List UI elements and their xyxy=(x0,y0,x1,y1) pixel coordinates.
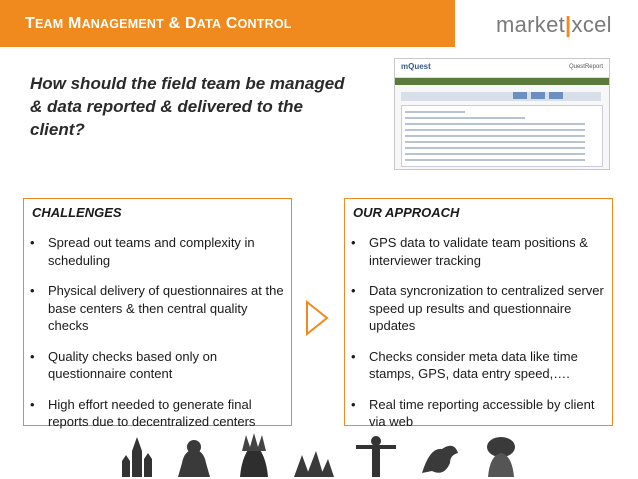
thumb-row xyxy=(405,153,585,155)
challenge-item: • Spread out teams and complexity in scheduling xyxy=(30,235,255,268)
key-question: How should the field team be managed & data reported & delivered to the client? xyxy=(30,74,345,139)
thumb-button xyxy=(549,92,563,99)
approach-list xyxy=(349,234,607,444)
title-word-1: TEAM xyxy=(25,15,64,32)
approach-item: • Real time reporting accessible by client via web xyxy=(351,396,595,429)
challenges-box xyxy=(23,198,292,429)
thumb-button xyxy=(531,92,545,99)
thumb-button xyxy=(513,92,527,99)
approach-box xyxy=(344,198,613,429)
title-word-4: DATA xyxy=(185,15,222,32)
challenges-list xyxy=(28,234,286,444)
company-logo: market|xcel xyxy=(496,12,612,37)
opera-house-icon xyxy=(294,447,334,477)
software-screenshot-thumbnail xyxy=(394,58,610,170)
thumb-brand: mQuest xyxy=(401,62,431,71)
approach-item: • Data syncronization to centralized server speed up results and questionnaire updates xyxy=(351,283,604,333)
landmark-illustrations xyxy=(118,432,538,477)
header-bar xyxy=(0,0,455,47)
approach-heading: OUR APPROACH xyxy=(353,205,460,220)
challenge-item: • High effort needed to generate final reports due to decentralized centers xyxy=(30,396,256,429)
thumb-row xyxy=(405,141,585,143)
thumb-row xyxy=(405,117,525,119)
thumb-toolbar xyxy=(401,92,601,101)
cathedral-icon xyxy=(118,433,156,477)
title-word-5: CONTROL xyxy=(225,15,292,32)
thumb-row xyxy=(405,123,585,125)
thumb-row xyxy=(405,129,585,131)
thumb-topbar xyxy=(395,59,609,78)
headdress-icon xyxy=(236,433,272,477)
title-word-2: MANAGEMENT xyxy=(68,15,164,32)
slide-title xyxy=(25,15,292,33)
thumb-row xyxy=(405,159,585,161)
dragon-icon xyxy=(420,437,460,477)
thumb-row xyxy=(405,111,465,113)
sphinx-icon xyxy=(176,437,212,477)
challenge-item: • Physical delivery of questionnaires at the base centers & then central quality checks xyxy=(30,283,284,333)
thumb-row xyxy=(405,147,585,149)
portrait-icon xyxy=(482,433,520,477)
approach-item: • GPS data to validate team positions & interviewer tracking xyxy=(351,235,588,268)
challenge-item: • Quality checks based only on questionnaire content xyxy=(30,348,218,381)
challenges-heading: CHALLENGES xyxy=(32,205,122,220)
title-word-3: & xyxy=(168,15,181,32)
chevron-right-icon xyxy=(305,300,329,336)
thumb-tabs xyxy=(395,78,609,85)
approach-item: • Checks consider meta data like time stamps, GPS, data entry speed,…. xyxy=(351,348,578,381)
christ-statue-icon xyxy=(356,435,396,477)
thumb-right-label: QuestReport xyxy=(568,64,603,70)
thumb-row xyxy=(405,135,585,137)
